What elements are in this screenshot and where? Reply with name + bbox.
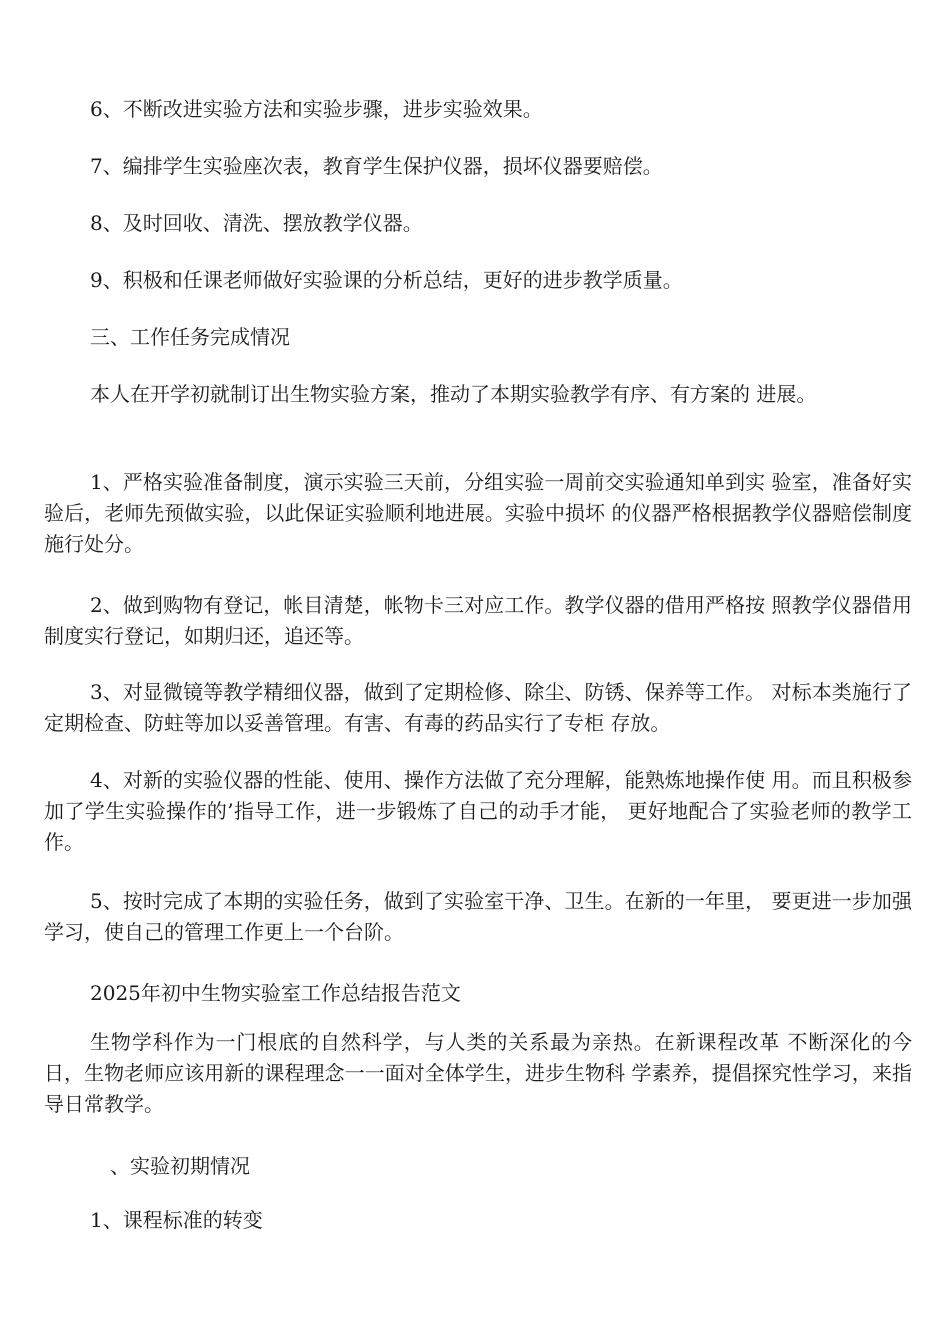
paragraph-item-8: 8、及时回收、清洗、摆放教学仪器。 — [90, 211, 423, 235]
paragraph-biology-intro: 生物学科作为一门根底的自然科学，与人类的关系最为亲热。在新课程改革 不断深化的今日，生物老师应该用新的课程理念一一面对全体学生，进步生物科 学素养，提倡探究性学习，来指导日常教学。 — [44, 1030, 912, 1116]
paragraph-task-2: 2、做到购物有登记，帐目清楚，帐物卡三对应工作。教学仪器的借用严格按 照教学仪器借用制度实行登记，如期归还，追还等。 — [44, 593, 912, 648]
subheading-curriculum-standard: 1、课程标准的转变 — [90, 1208, 263, 1232]
paragraph-item-7: 7、编排学生实验座次表，教育学生保护仪器，损坏仪器要赔偿。 — [90, 154, 663, 178]
paragraph-plan-intro: 本人在开学初就制订出生物实验方案，推动了本期实验教学有序、有方案的 进展。 — [90, 382, 817, 406]
paragraph-task-3: 3、对显微镜等教学精细仪器，做到了定期检修、除尘、防锈、保养等工作。 对标本类施行了定期检查、防蛀等加以妥善管理。有害、有毒的药品实行了专柜 存放。 — [44, 680, 912, 735]
paragraph-task-4: 4、对新的实验仪器的性能、使用、操作方法做了充分理解，能熟炼地操作使 用。而且积极参加了学生实验操作的’指导工作，进一步锻炼了自己的动手才能， 更好地配合了实验老师的教学工作。 — [44, 768, 912, 854]
paragraph-item-6: 6、不断改进实验方法和实验步骤，进步实验效果。 — [90, 97, 543, 121]
report-title: 2025年初中生物实验室工作总结报告范文 — [90, 981, 461, 1005]
section-heading-initial-situation: 、实验初期情况 — [110, 1154, 250, 1178]
section-heading-work-tasks: 三、工作任务完成情况 — [90, 325, 290, 349]
paragraph-task-5: 5、按时完成了本期的实验任务，做到了实验室干净、卫生。在新的一年里， 要更进一步加强学习，使自己的管理工作更上一个台阶。 — [44, 889, 912, 944]
paragraph-item-9: 9、积极和任课老师做好实验课的分析总结，更好的进步教学质量。 — [90, 268, 683, 292]
paragraph-task-1: 1、严格实验准备制度，演示实验三天前，分组实验一周前交实验通知单到实 验室，准备好实验后，老师先预做实验，以此保证实验顺利地进展。实验中损坏 的仪器严格根据教学仪器赔偿制度施行处分。 — [44, 470, 912, 556]
